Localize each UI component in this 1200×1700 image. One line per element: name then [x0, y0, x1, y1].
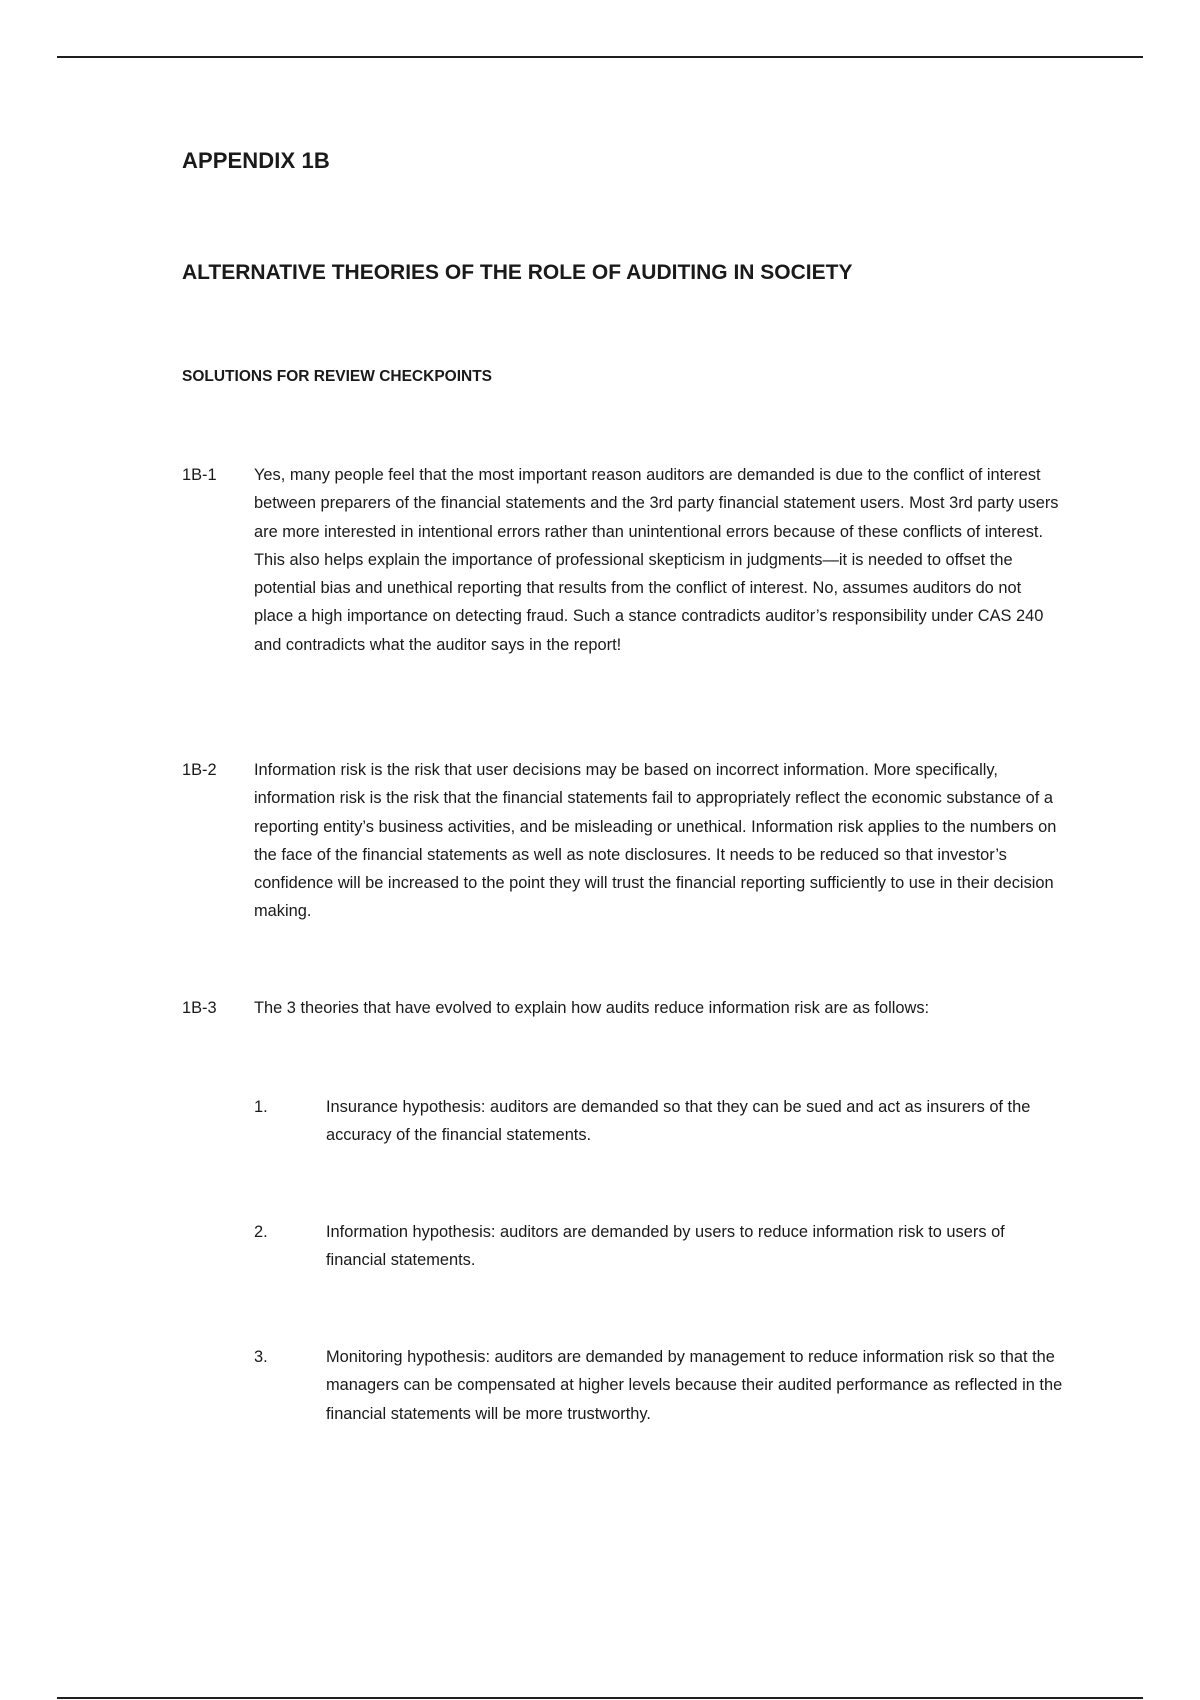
checkpoint-number: 1B-3 [182, 999, 217, 1017]
checkpoint-answer: Yes, many people feel that the most important reason auditors are demanded is due to the conflict of interest between preparers of the financial statements and the 3rd party financial statement users. Most 3rd party users are more interested in intentional errors rather than unintentional errors because of these conflicts of interest. This also helps explain the importance of professional skepticism in judgments—it is needed to offset the potential bias and unethical reporting that results from the conflict of interest. No, assumes auditors do not place a high importance on detecting fraud. Such a stance contradicts auditor’s responsibility under CAS 240 and contradicts what the auditor says in the report! [254, 466, 1059, 654]
list-number: 1. [254, 1098, 268, 1116]
list-number: 3. [254, 1348, 268, 1366]
appendix-title: APPENDIX 1B [182, 148, 330, 173]
hypothesis-text: Insurance hypothesis: auditors are demanded so that they can be sued and act as insurers of the accuracy of the financial statements. [326, 1098, 1031, 1145]
checkpoint-item [182, 461, 1062, 659]
hypothesis-list-item [254, 1343, 1064, 1428]
checkpoint-answer: The 3 theories that have evolved to explain how audits reduce information risk are as follows: [254, 999, 930, 1017]
checkpoint-number: 1B-1 [182, 466, 217, 484]
checkpoint-item [182, 756, 1062, 926]
list-number: 2. [254, 1223, 268, 1241]
hypothesis-list-item [254, 1093, 1064, 1150]
checkpoint-answer: Information risk is the risk that user decisions may be based on incorrect information. More specifically, information risk is the risk that the financial statements fail to appropriately reflect the economic substance of a reporting entity’s business activities, and be misleading or unethical. Information risk applies to the numbers on the face of the financial statements as well as note disclosures. It needs to be reduced so that investor’s confidence will be increased to the point they will trust the financial reporting sufficiently to use in their decision making. [254, 761, 1057, 921]
hypothesis-text: Monitoring hypothesis: auditors are demanded by management to reduce information risk so that the managers can be compensated at higher levels because their audited performance as reflected in the financial statements will be more trustworthy. [326, 1348, 1063, 1423]
checkpoint-number: 1B-2 [182, 761, 217, 779]
chapter-title: ALTERNATIVE THEORIES OF THE ROLE OF AUDITING IN SOCIETY [182, 261, 853, 284]
hypothesis-text: Information hypothesis: auditors are demanded by users to reduce information risk to users of financial statements. [326, 1223, 1005, 1270]
hypothesis-list-item [254, 1218, 1064, 1275]
section-heading: SOLUTIONS FOR REVIEW CHECKPOINTS [182, 368, 493, 385]
checkpoint-item [182, 994, 1062, 1022]
header-rule [57, 56, 1143, 58]
footer-rule [57, 1697, 1143, 1699]
